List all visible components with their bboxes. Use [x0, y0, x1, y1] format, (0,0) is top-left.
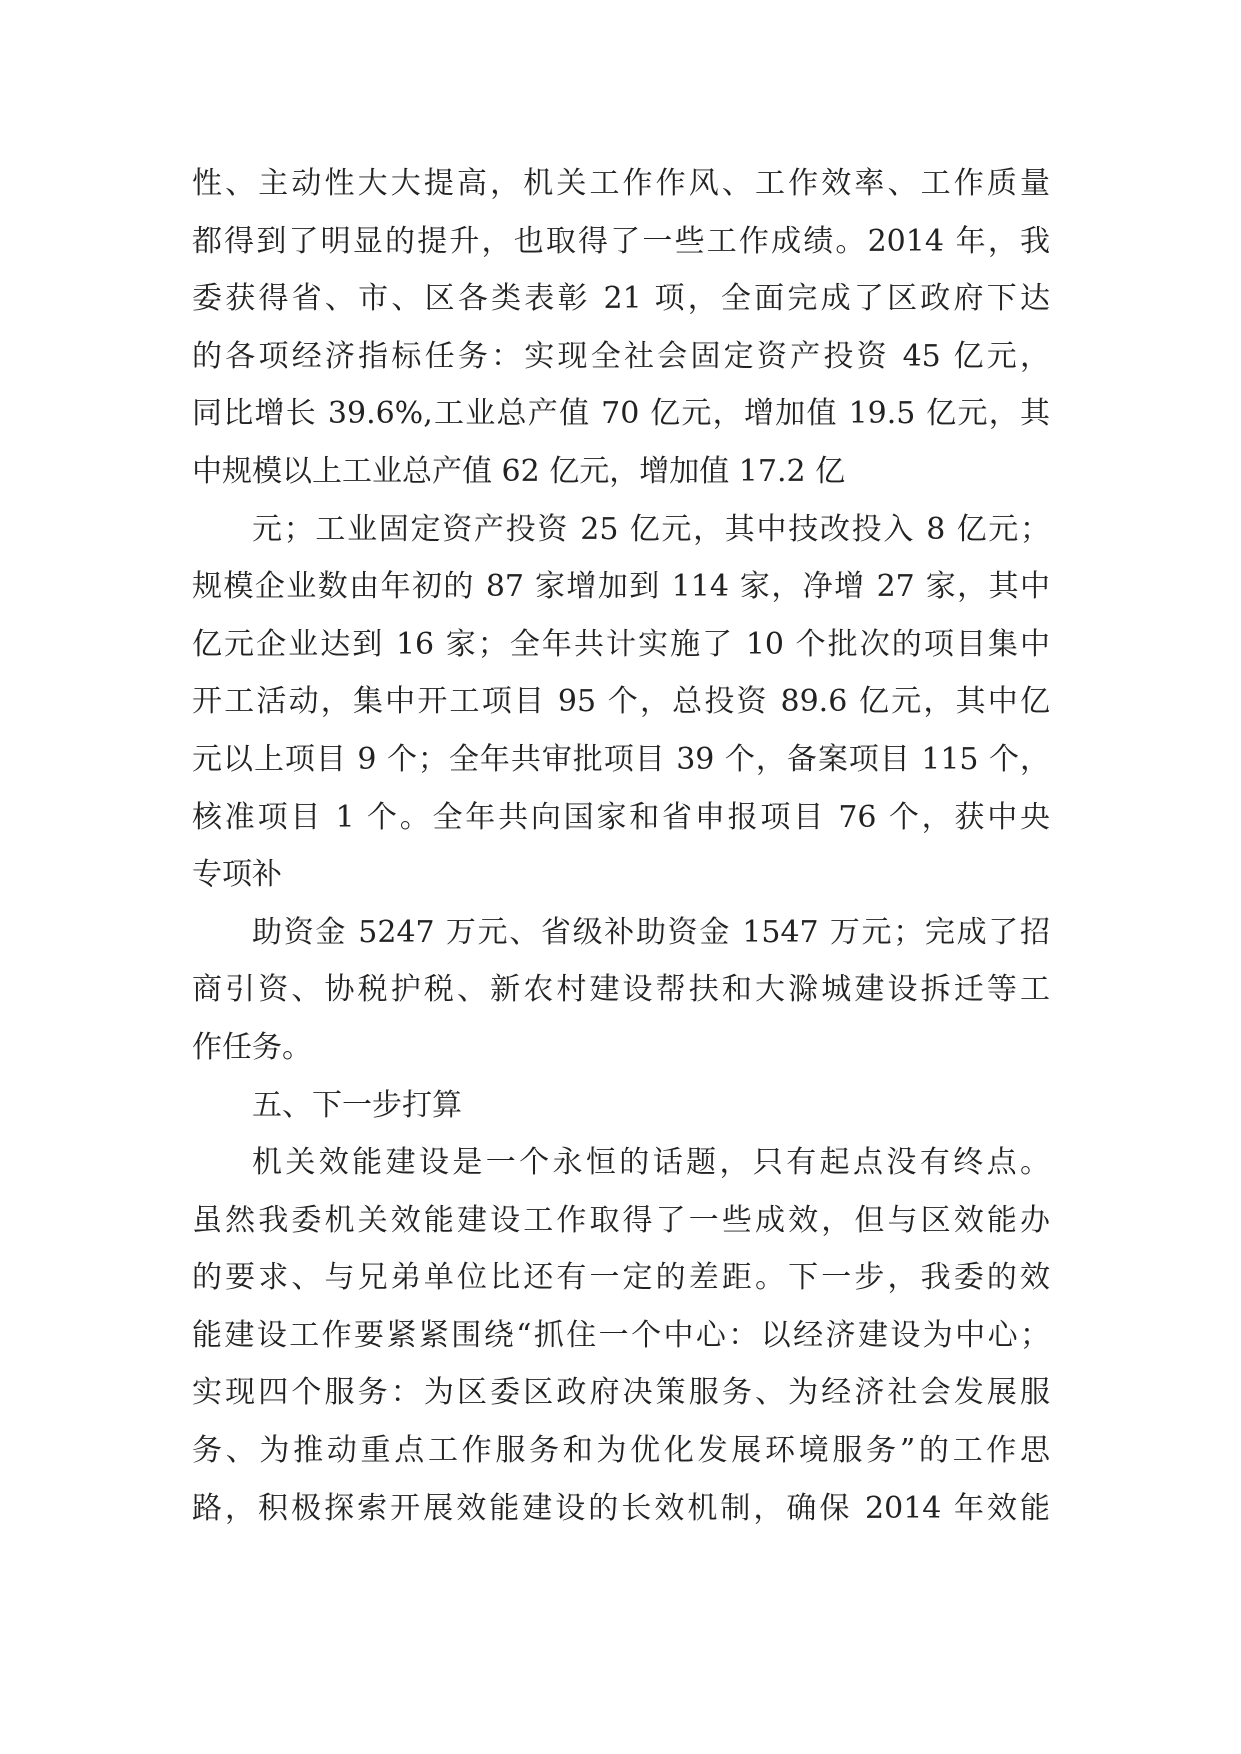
text-line-23: 务、为推动重点工作服务和为优化发展环境服务”的工作思: [192, 1433, 1050, 1469]
text-line-3: 委获得省、市、区各类表彰 21 项，全面完成了区政府下达: [192, 281, 1050, 317]
text-line-13: 专项补: [192, 857, 282, 893]
text-line-10: 开工活动，集中开工项目 95 个，总投资 89.6 亿元，其中亿: [192, 684, 1050, 720]
text-line-6: 中规模以上工业总产值 62 亿元，增加值 17.2 亿: [192, 453, 846, 489]
text-line-16: 作任务。: [192, 1029, 312, 1065]
text-line-22: 实现四个服务：为区委区政府决策服务、为经济社会发展服: [192, 1375, 1050, 1411]
text-line-12: 核准项目 1 个。全年共向国家和省申报项目 76 个，获中央: [192, 799, 1050, 835]
document-body: [192, 155, 1050, 1537]
text-line-8: 规模企业数由年初的 87 家增加到 114 家，净增 27 家，其中: [192, 569, 1050, 605]
text-line-21: 能建设工作要紧紧围绕“抓住一个中心：以经济建设为中心；: [192, 1317, 1050, 1353]
text-line-4: 的各项经济指标任务：实现全社会固定资产投资 45 亿元，: [192, 338, 1050, 374]
text-line-24: 路，积极探索开展效能建设的长效机制，确保 2014 年效能: [192, 1490, 1050, 1526]
text-line-11: 元以上项目 9 个；全年共审批项目 39 个，备案项目 115 个，: [192, 741, 1050, 777]
section-heading: 五、下一步打算: [252, 1087, 462, 1123]
text-line-20: 的要求、与兄弟单位比还有一定的差距。下一步，我委的效: [192, 1260, 1050, 1296]
text-line-18: 机关效能建设是一个永恒的话题，只有起点没有终点。: [252, 1145, 1050, 1181]
text-line-19: 虽然我委机关效能建设工作取得了一些成效，但与区效能办: [192, 1202, 1050, 1238]
text-line-7: 元；工业固定资产投资 25 亿元，其中技改投入 8 亿元；: [252, 511, 1050, 547]
text-line-1: 性、主动性大大提高，机关工作作风、工作效率、工作质量: [192, 166, 1050, 201]
text-line-15: 商引资、协税护税、新农村建设帮扶和大滁城建设拆迁等工: [192, 972, 1050, 1008]
text-line-9: 亿元企业达到 16 家；全年共计实施了 10 个批次的项目集中: [192, 626, 1050, 662]
text-line-14: 助资金 5247 万元、省级补助资金 1547 万元；完成了招: [252, 914, 1050, 950]
text-line-2: 都得到了明显的提升，也取得了一些工作成绩。2014 年，我: [192, 223, 1050, 259]
text-line-5: 同比增长 39.6%,工业总产值 70 亿元，增加值 19.5 亿元，其: [192, 396, 1050, 432]
